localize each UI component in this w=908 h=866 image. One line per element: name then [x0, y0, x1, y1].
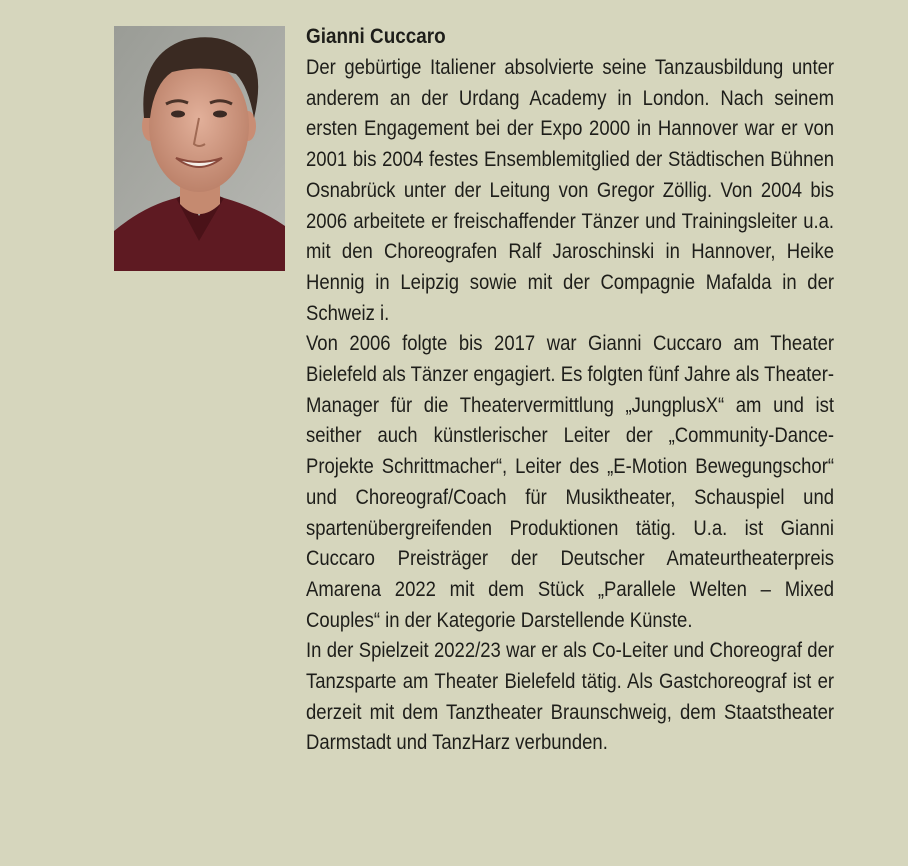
bio-paragraph-2: Von 2006 folgte bis 2017 war Gianni Cuccaro am Theater Bielefeld als Tänzer engagiert. Es folgten fünf Jahre als Theater-Manager für die Theatervermittlung „JungplusX“ am und ist seither auch künstlerischer Leiter der „Community-Dance-Projekte Schrittmacher“, Leiter des „E-Motion Bewegungschor“ und Choreograf/Coach für Musiktheater, Schauspiel und spartenübergreifenden Produktionen tätig. U.a. ist Gianni Cuccaro Preisträger der Deutscher Amateurtheaterpreis Amarena 2022 mit dem Stück „Parallele Welten – Mixed Couples“ in der Kategorie Darstellende Künste.	[306, 331, 835, 632]
bio-paragraph-1: Der gebürtige Italiener absolvierte seine Tanzausbildung unter anderem an der Urdang Academy in London. Nach seinem ersten Engagement bei der Expo 2000 in Hannover war er von 2001 bis 2004 festes Ensemblemitglied der Städtischen Bühnen Osnabrück unter der Leitung von Gregor Zöllig. Von 2004 bis 2006 arbeitete er freischaffender Tänzer und Trainingsleiter u.a. mit den Choreografen Ralf Jaroschinski in Hannover, Heike Hennig in Leipzig sowie mit der Compagnie Mafalda in der Schweiz i.	[306, 55, 835, 325]
bio-paragraph-3: In der Spielzeit 2022/23 war er als Co-Leiter und Choreograf der Tanzsparte am Theater Bielefeld tätig. Als Gastchoreograf ist er derzeit mit dem Tanztheater Braunschweig, dem Staatstheater Darmstadt und TanzHarz verbunden.	[306, 638, 835, 755]
biography	[306, 22, 834, 758]
portrait-image	[114, 26, 285, 271]
person-name: Gianni Cuccaro	[306, 25, 446, 48]
portrait-photo	[114, 26, 285, 271]
